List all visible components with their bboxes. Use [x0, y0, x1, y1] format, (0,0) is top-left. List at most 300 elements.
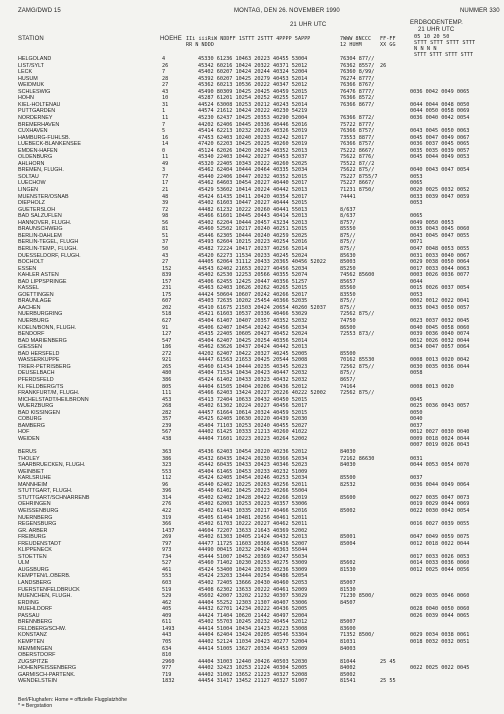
station-name: ZUGSPITZE: [18, 658, 49, 665]
station-height: 323: [162, 462, 172, 469]
soil-temps: 0034 0047 0057 0064: [410, 344, 470, 351]
soil-temps: 0040: [410, 416, 423, 423]
soil-temps: 0047 0048 0053 0055: [410, 245, 470, 252]
observation-code: 45230 62437 10425 20353 40290 52004: [198, 114, 308, 121]
observation-code: 45340 22403 10442 20227 40453 52037: [198, 154, 308, 161]
cloud-code: 84002: [340, 665, 356, 672]
forecast-cols: STTT STTT STTT STTT: [414, 40, 476, 46]
station-height: 611: [162, 619, 172, 626]
cloud-code: 85630: [340, 252, 356, 259]
observation-code: 45413 72404 10633 20432 40450 52015: [198, 396, 308, 403]
station-name: DEUSELBACH: [18, 370, 55, 377]
station-name: NUERNBERG: [18, 514, 53, 521]
station-name: BAD MARIENBERG: [18, 337, 67, 344]
station-height: 111: [162, 390, 172, 397]
observation-code: 44543 62402 21653 20227 40456 52034: [198, 265, 308, 272]
cloud-code: 83600: [340, 625, 356, 632]
observation-code: 45402 61603 10447 20227 40444 52015: [198, 200, 308, 207]
observation-code: 45402 62402 10428 20422 40266 52019: [198, 494, 308, 501]
observation-code: 45402 61703 10222 20227 40462 52011: [198, 521, 308, 528]
soil-temps: 0031: [410, 455, 423, 462]
cloud-code: 76304 877//: [340, 56, 375, 62]
observation-code: 44457 61664 10614 20324 40459 52015: [198, 409, 308, 416]
observation-code: 45482 72224 10417 20237 40256 52014: [198, 245, 308, 252]
station-name: OEHRINGEN: [18, 501, 51, 508]
station-height: 1493: [162, 625, 175, 632]
observation-code: 45124 62026 10420 20234 40352 52013: [198, 147, 308, 154]
cloud-code: 75222 8667/: [340, 147, 375, 154]
wind-gust: 25 55: [380, 678, 396, 685]
cloud-code: 74164: [340, 383, 356, 390]
observation-code: 45421 61603 10537 20336 40466 53029: [198, 311, 308, 318]
station-name: EMDEN-HAFEN: [18, 147, 58, 154]
cloud-code: 72562 875//: [340, 390, 375, 397]
soil-temps: 0035 0043 0045 0060: [410, 226, 470, 233]
station-height: 43: [162, 252, 169, 259]
col-station: STATION: [18, 36, 44, 42]
col-cloud: 7WWW 8NCCC: [340, 36, 372, 42]
cloud-code: 76366 8772/: [340, 114, 375, 121]
soil-temps: 0036 0040 0042 0054: [410, 114, 470, 121]
station-name: KAHLER ASTEN: [18, 272, 59, 279]
station-height: 27: [162, 82, 169, 89]
cloud-code: 84003: [340, 645, 356, 652]
station-height: 51: [162, 232, 169, 239]
station-height: 98: [162, 213, 169, 220]
cloud-code: 85250: [340, 265, 356, 272]
observation-code: 45402 62530 12253 20566 40355 52074: [198, 272, 308, 279]
cloud-code: 76366 8757/: [340, 128, 375, 135]
soil-temps: 0009 0018 0024 0044: [410, 435, 470, 442]
forecast-units: N N N N: [414, 46, 437, 52]
cloud-code: 75227 8755/7: [340, 173, 378, 180]
station-name: COBURG: [18, 416, 42, 423]
station-name: OLDENBURG: [18, 154, 53, 161]
station-height: 27: [162, 259, 169, 266]
station-height: 11: [162, 114, 169, 121]
station-height: 14: [162, 141, 169, 148]
header-date: MONTAG, DEN 26. NOVEMBER 1990: [234, 8, 340, 14]
station-height: 231: [162, 285, 172, 292]
station-name: HUSUM: [18, 75, 38, 82]
station-name: DUESSELDORF, FLUGH.: [18, 252, 81, 259]
station-height: 810: [162, 652, 172, 659]
col-code-sub: RR N NDDD: [186, 42, 214, 48]
station-name: KIEL-HOLTENAU: [18, 101, 61, 108]
cloud-code: 76476 8777/: [340, 88, 375, 95]
station-height: 553: [162, 468, 172, 475]
station-height: 627: [162, 318, 172, 324]
station-height: 705: [162, 638, 172, 645]
observation-code: 45425 62405 10630 20220 40439 52030: [198, 416, 308, 423]
station-name: BRENNBERG: [18, 619, 53, 626]
observation-code: 45429 53602 10414 20224 40442 52013: [198, 187, 308, 193]
station-name: WEISSENBURG: [18, 507, 59, 514]
observation-code: 44404 62404 13424 20205 40546 53304: [198, 632, 308, 639]
station-height: 1: [162, 108, 166, 115]
station-name: BRAUNLAGE: [18, 298, 52, 305]
soil-temps: 0040 0043 0047 0054: [410, 167, 470, 174]
soil-temps: 0043 0045 0047 0055: [410, 232, 470, 239]
cloud-code: 85602: [340, 560, 356, 567]
observation-code: 45403 72635 10202 25454 40366 52035: [198, 298, 308, 305]
station-name: FREIBURG: [18, 534, 46, 541]
observation-code: 44402 32423 10253 21224 40304 52005: [198, 665, 308, 672]
cloud-code: 875//: [340, 298, 356, 305]
observation-code: 44404 71601 10223 20223 40264 52002: [198, 435, 308, 442]
cloud-code: 81044: [340, 658, 356, 665]
observation-code: 45402 60207 10424 20244 40324 52004: [198, 69, 308, 76]
cloud-code: 85003: [340, 259, 356, 266]
observation-code: 44404 31003 12440 20426 40503 52030: [198, 658, 308, 665]
soil-temps: 0065: [410, 213, 423, 220]
observation-code: 45460 52502 10217 20240 40251 52015: [198, 226, 308, 233]
cloud-code: 71230 8500/: [340, 593, 375, 600]
station-name: MEMMINGEN: [18, 645, 53, 652]
soil-temps: 0028 0040 0050 0060: [410, 606, 470, 613]
station-name: FELDBERG/SCHW.: [18, 625, 67, 632]
cloud-code: 86500: [340, 324, 356, 331]
observation-code: 44574 21612 10424 20222 40230 54219: [198, 108, 308, 115]
station-height: 50: [162, 245, 169, 252]
soil-temps: 0045 0044 0049 0053: [410, 154, 470, 161]
soil-temps: 0029 0034 0038 0061: [410, 632, 470, 639]
soil-temps: 0053: [410, 173, 423, 180]
station-name: AUGSBURG: [18, 566, 49, 573]
station-height: 422: [162, 507, 172, 514]
observation-code: 44402 52124 11034 20423 40277 52004: [198, 638, 308, 645]
cloud-code: 85550: [340, 226, 356, 233]
station-name: HOHENPEISSENBERG: [18, 665, 77, 672]
station-height: 363: [162, 449, 172, 455]
observation-code: 44202 62407 10422 20327 40245 52005: [198, 350, 308, 357]
observation-code: 44490 00415 10232 20424 40363 55044: [198, 547, 308, 554]
soil-temps: 0033 0039 0047 0059: [410, 193, 470, 200]
soil-temps: 0008 0013 0020: [410, 383, 454, 390]
station-name: SOLTAU: [18, 173, 39, 180]
cloud-code: 75227 8667/: [340, 180, 375, 187]
observation-code: 45424 53400 10424 20233 40236 53009: [198, 566, 308, 573]
station-height: 7: [162, 69, 166, 76]
station-name: MANNHEIM: [18, 481, 48, 488]
cloud-code: 71352 8500/: [340, 632, 375, 639]
soil-temps: 0039 0036 0040 0074: [410, 331, 470, 338]
observation-code: 45410 61675 21503 20424 20654 40260 52037: [198, 304, 327, 311]
station-name: GUETERSLOH: [18, 206, 56, 213]
observation-code: 45462 64603 10454 20227 40440 52017: [198, 180, 308, 187]
soil-temps: 0065: [410, 180, 423, 187]
cloud-code: 76366 8572/: [340, 95, 375, 102]
station-height: 386: [162, 376, 172, 383]
observation-code: 45493 62604 10215 20223 40254 52016: [198, 239, 308, 246]
station-height: 405: [162, 606, 172, 613]
cloud-code: 875//: [340, 370, 356, 377]
cloud-code: 84030: [340, 449, 356, 455]
observation-code: 44432 62701 14234 20222 40436 52005: [198, 606, 308, 613]
cloud-code: 81541: [340, 678, 356, 685]
station-height: 269: [162, 534, 172, 541]
cloud-code: 74750: [340, 318, 356, 324]
station-name: HAMBURG-FUHLSB.: [18, 134, 71, 141]
observation-code: 44424 71404 10620 21442 40497 52004: [198, 612, 308, 619]
soil-temps: 0045 0047 0049 0067: [410, 134, 470, 141]
observation-code: 45404 71103 10253 20240 40455 52027: [198, 422, 308, 429]
station-height: 21: [162, 187, 169, 193]
observation-code: 45330 61236 10463 20223 40455 53004: [198, 56, 308, 62]
station-height: 366: [162, 521, 172, 528]
observation-code: 45440 22406 10447 20232 40352 52015: [198, 173, 308, 180]
cloud-code: 75622 8776/: [340, 154, 375, 161]
station-height: 453: [162, 396, 172, 403]
station-name: BAD HERSFELD: [18, 350, 60, 357]
cloud-code: 81031: [340, 638, 356, 645]
station-height: 127: [162, 331, 172, 338]
soil-temps: 0003 0026 0036 0077: [410, 272, 470, 279]
station-name: HOHN: [18, 95, 34, 102]
station-height: 973: [162, 547, 172, 554]
soil-temps: 0043 0045 0050 0063: [410, 128, 470, 135]
soil-temps: 0012 0027 0030 0040: [410, 429, 470, 436]
station-name: KEMPTEN/L.OBERB.: [18, 573, 71, 580]
station-height: 547: [162, 337, 172, 344]
cloud-code: 8/637: [340, 206, 356, 213]
station-height: 17: [162, 180, 169, 187]
station-height: 186: [162, 344, 172, 351]
soil-temps: 0022 0030 0042 0054: [410, 507, 470, 514]
cloud-code: 70162 85530: [340, 357, 375, 364]
observation-code: 45408 62302 13633 20222 40461 52009: [198, 586, 308, 593]
station-name: ULM: [18, 560, 30, 567]
observation-code: 45287 61201 10254 20252 40255 52017: [198, 95, 308, 102]
station-height: 553: [162, 573, 172, 580]
soil-temps: 0027 0035 0047 0073: [410, 494, 470, 501]
station-height: 527: [162, 560, 172, 567]
station-name: FUERSTENFELDBRUCK: [18, 586, 80, 593]
observation-code: 45342 60216 10424 20322 40371 52012: [198, 62, 308, 69]
soil-temps: 0020 0025 0032 0052: [410, 187, 470, 193]
station-name: HELGOLAND: [18, 56, 52, 62]
cloud-code: 76362 8557/: [340, 62, 375, 69]
cloud-code: 875//: [340, 239, 356, 246]
soil-temps: 0044 0044 0048 0050: [410, 101, 470, 108]
station-height: 529: [162, 593, 172, 600]
soil-temps: 0045: [410, 396, 423, 403]
cloud-code: 8/637: [340, 213, 356, 220]
observation-code: 45402 55703 10245 20232 40454 52012: [198, 619, 308, 626]
station-name: MUENCHEN, FLUGH.: [18, 593, 72, 600]
station-height: 112: [162, 475, 172, 482]
station-name: NUERBURG: [18, 318, 49, 324]
station-name: BAD LIPPSPRINGE: [18, 278, 67, 285]
soil-temps: 0053: [410, 291, 423, 298]
station-table: [0, 56, 504, 696]
cloud-code: 85657: [340, 278, 356, 285]
observation-code: 44482 61232 10222 20260 40441 55013: [198, 206, 308, 213]
soil-temps: 0019 0029 0044 0069: [410, 501, 470, 508]
observation-code: 45424 62405 10454 20246 40253 52034: [198, 475, 308, 482]
observation-code: 44424 50604 10607 20242 40266 52017: [198, 291, 308, 298]
cloud-code: 875//: [340, 232, 356, 239]
observation-code: 45362 60213 10536 20222 40347 52012: [198, 82, 308, 89]
observation-code: 44414 51005 13627 20334 40453 52009: [198, 645, 308, 652]
cloud-code: 76366 8767/: [340, 82, 375, 89]
cloud-code: 75522 87//2: [340, 160, 375, 167]
station-height: 396: [162, 488, 172, 495]
station-height: 282: [162, 409, 172, 416]
observation-code: 45462 62404 10444 20464 40335 52034: [198, 167, 308, 174]
observation-code: 45406 62407 10454 20242 40456 52034: [198, 324, 308, 331]
station-height: 314: [162, 494, 172, 501]
station-name: WEINBIET: [18, 468, 45, 475]
station-height: 357: [162, 416, 172, 423]
cloud-code: 72162 86630: [340, 455, 375, 462]
observation-code: 44604 72207 13633 21643 40369 52002: [198, 527, 308, 534]
station-name: ERDING: [18, 599, 39, 606]
station-name: GARMISCH-PARTENK.: [18, 671, 76, 678]
soil-temps: 0017 0033 0026 0053: [410, 553, 470, 560]
observation-code: 45460 61434 10444 20235 40345 52023: [198, 363, 308, 370]
cloud-code: 85560: [340, 285, 356, 292]
observation-code: 45392 60207 10425 20279 40453 52014: [198, 75, 308, 82]
observation-code: 44404 55252 12303 21307 40407 53006: [198, 599, 308, 606]
station-name: BAD KISSINGEN: [18, 409, 60, 416]
station-name: BERLIN-DAHLEM: [18, 232, 62, 239]
station-height: 152: [162, 265, 172, 272]
station-name: BOCHOLT: [18, 259, 44, 266]
station-height: 272: [162, 350, 172, 357]
station-height: 634: [162, 645, 172, 652]
station-height: 31: [162, 101, 169, 108]
soil-temps: 0002 0012 0022 0041: [410, 298, 470, 305]
cloud-code: 875//: [340, 304, 356, 311]
station-name: BENDORF: [18, 331, 45, 338]
observation-code: 47453 62403 10240 20233 40242 52017: [198, 134, 308, 141]
utc-label: 21 UHR UTC: [290, 22, 327, 28]
header-left: ZAMG/DWD 15: [18, 8, 61, 14]
station-name: LUEBECK-BLANKENSEE: [18, 141, 81, 148]
station-height: 443: [162, 632, 172, 639]
station-name: MUENSTER/OSNAB: [18, 193, 69, 200]
station-height: 603: [162, 580, 172, 586]
station-height: 72: [162, 206, 169, 213]
soil-temps: 0044 0053 0054 0070: [410, 462, 470, 469]
observation-code: 45466 61601 10445 20443 40414 52013: [198, 213, 308, 220]
observation-code: 45404 71534 10434 20423 40447 52032: [198, 370, 308, 377]
station-height: 26: [162, 62, 169, 69]
observation-code: 45466 62403 13424 20227 20226 40222 52002: [198, 390, 327, 397]
cloud-code: 76366 8757/: [340, 141, 375, 148]
soil-temps: 0022 0025 0022 0045: [410, 665, 470, 672]
station-height: 518: [162, 311, 172, 318]
station-height: 265: [162, 363, 172, 370]
station-name: WENDELSTEIN: [18, 678, 57, 685]
cloud-code: 74562 85600: [340, 272, 375, 279]
observation-code: 47420 62203 10425 20225 40260 52019: [198, 141, 308, 148]
station-name: BERLIN-TEGEL, FLUGH: [18, 239, 79, 246]
station-name: PUTTGARDEN: [18, 108, 56, 115]
soil-temps: 0025 0036 0043 0057: [410, 403, 470, 410]
observation-code: 44477 11725 11603 20366 40436 52007: [198, 540, 308, 547]
observation-code: 44405 62064 31112 20433 20365 40456 52022: [198, 259, 327, 266]
station-height: 39: [162, 200, 169, 207]
station-height: 734: [162, 553, 172, 560]
station-height: 2960: [162, 658, 175, 665]
cloud-code: 75722 8777/: [340, 121, 375, 128]
station-height: 239: [162, 422, 172, 429]
station-height: 461: [162, 566, 172, 573]
observation-code: 45463 62403 10626 20262 40265 52015: [198, 285, 308, 292]
station-name: CUXHAVEN: [18, 128, 48, 135]
station-height: 7: [162, 121, 166, 128]
soil-temps: 0029 0038 0050 0064: [410, 259, 470, 266]
soil-temps: 0049 0050 0053: [410, 219, 454, 226]
station-name: DIEPHOLZ: [18, 200, 45, 207]
cloud-code: 81530: [340, 586, 356, 593]
station-name: AHLHORN: [18, 160, 45, 167]
station-name: GOETTINGEN: [18, 291, 54, 298]
station-name: THOLEY: [18, 455, 40, 462]
soil-temps: 0031 0033 0040 0067: [410, 252, 470, 259]
station-name: BAD SALZUFLEN: [18, 213, 62, 220]
observation-code: 45402 62204 10444 20457 43234 52013: [198, 219, 308, 226]
soil-temps: 0035 0035 0039 0057: [410, 147, 470, 154]
station-height: 11: [162, 154, 169, 161]
observation-code: 45440 62402 10225 20263 40256 52011: [198, 481, 308, 488]
station-name: WEIDMUK: [18, 82, 45, 89]
observation-code: 45435 22405 10605 20427 40452 52024: [198, 331, 308, 338]
station-name: LANDSBERG: [18, 580, 52, 586]
station-name: TRIER-PETRISBERG: [18, 363, 71, 370]
station-height: 157: [162, 278, 172, 285]
station-height: 10: [162, 95, 169, 102]
observation-code: 45402 61443 10335 20217 40466 52016: [198, 507, 308, 514]
observation-code: 45444 51007 10452 20369 40247 55034: [198, 553, 308, 560]
cloud-code: 8657/: [340, 376, 356, 383]
cloud-code: 85600: [340, 494, 356, 501]
station-height: 77: [162, 173, 169, 180]
station-name: MICHELSTADT/HEILBRONN: [18, 396, 89, 403]
station-name: HANNOVER, FLUGH.: [18, 219, 72, 226]
wind-gust: 25 45: [380, 658, 396, 665]
cloud-code: 84030: [340, 462, 356, 469]
station-name: WUERZBURG: [18, 403, 54, 410]
soil-temps: 0030 0035 0036 0044: [410, 363, 470, 370]
soil-temps: 0050: [410, 409, 423, 416]
observation-code: 45320 22405 10343 20222 40260 52025: [198, 160, 308, 167]
station-height: 438: [162, 435, 172, 442]
station-name: GIESSEN: [18, 344, 42, 351]
cloud-code: 85007: [340, 619, 356, 626]
soil-temps: 0035 0043 0050 0057: [410, 304, 470, 311]
observation-code: 45424 61435 10411 20420 40354 52017: [198, 193, 308, 200]
station-height: 202: [162, 304, 172, 311]
station-height: 519: [162, 586, 172, 593]
station-name: GR. ARBER: [18, 527, 48, 534]
observation-code: 45460 71402 10230 20253 40275 53009: [198, 560, 308, 567]
soil-temps: 0015 0026 0037 0054: [410, 285, 470, 292]
station-height: 37: [162, 239, 169, 246]
col-ff-sub: XX GG: [380, 42, 396, 48]
cloud-code: 85004: [340, 540, 356, 547]
cloud-code: 73553 8877/: [340, 134, 375, 141]
col-hoehe: HOEHE: [160, 36, 182, 42]
soil-temps: 0008 0013 0020 0042: [410, 357, 470, 364]
soil-temps: 0029 0035 0046 0060: [410, 593, 470, 600]
station-name: WEIDEN: [18, 435, 40, 442]
station-name: MUEHLDORF: [18, 606, 53, 613]
station-name: BERLIN-TEMP., FLUGH.: [18, 245, 78, 252]
soil-temps: 0017 0033 0044 0063: [410, 265, 470, 272]
